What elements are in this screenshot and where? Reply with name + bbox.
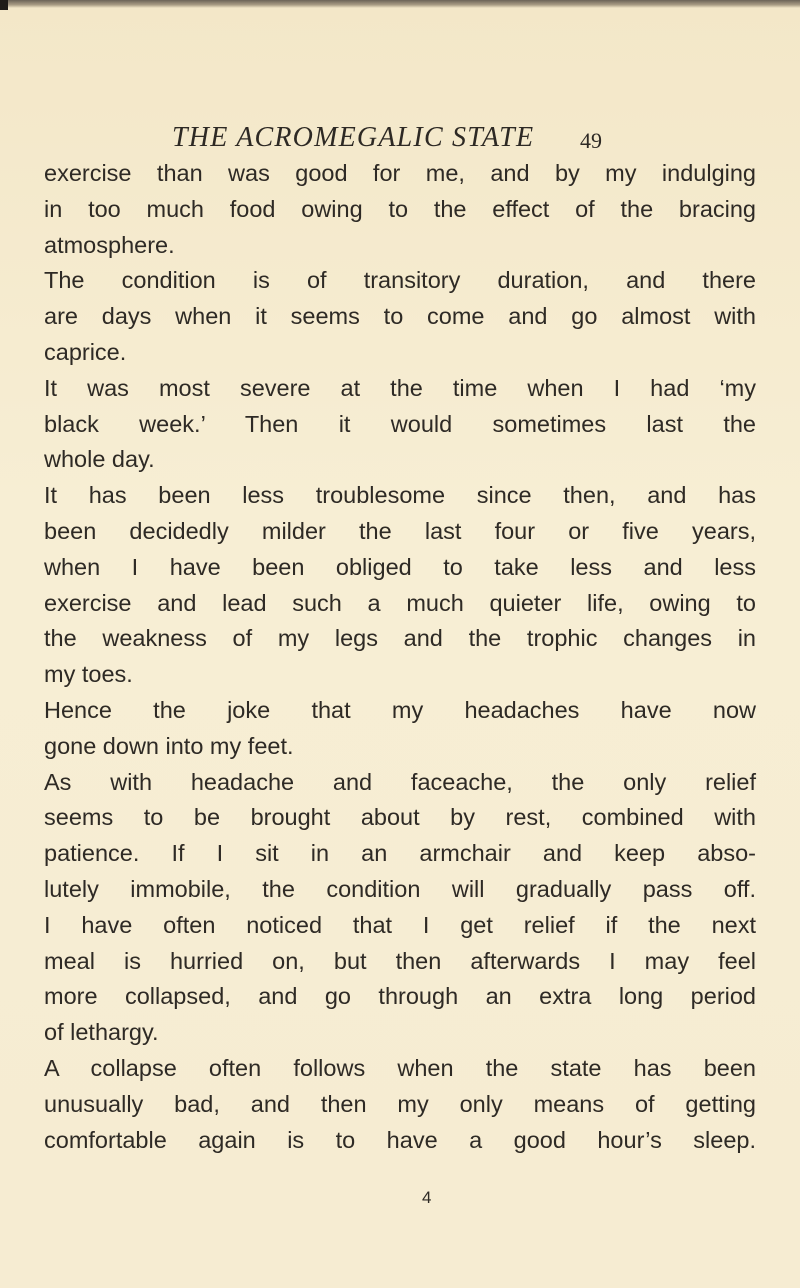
text-line: comfortable again is to have a good hour’s sleep.: [44, 1126, 756, 1153]
text-line: The condition is of transitory duration, and there: [44, 267, 756, 294]
text-line: Hence the joke that my headaches have now: [44, 696, 756, 723]
page-corner-mark: [0, 0, 8, 10]
text-line: the weakness of my legs and the trophic changes in: [44, 625, 756, 652]
text-line: more collapsed, and go through an extra long period: [44, 983, 756, 1010]
text-line: meal is hurried on, but then afterwards I may feel: [44, 947, 756, 974]
text-line: exercise and lead such a much quieter life, owing to: [44, 589, 756, 616]
body-text: [44, 156, 756, 1158]
text-line: are days when it seems to come and go almost with: [44, 303, 756, 330]
page-top-edge: [0, 0, 800, 8]
text-line: whole day.: [44, 446, 155, 473]
page-number: 49: [580, 128, 602, 153]
signature-mark: 4: [422, 1188, 432, 1207]
text-line: of lethargy.: [44, 1019, 159, 1046]
text-line: A collapse often follows when the state has been: [44, 1054, 756, 1081]
page-header: [172, 122, 602, 154]
text-line: patience. If I sit in an armchair and keep abso-: [44, 840, 756, 867]
text-line: exercise than was good for me, and by my indulging: [44, 160, 756, 186]
text-line: It was most severe at the time when I had ‘my: [44, 374, 756, 401]
text-line: my toes.: [44, 661, 133, 688]
text-line: I have often noticed that I get relief if the next: [44, 911, 756, 938]
text-line: seems to be brought about by rest, combined with: [44, 804, 756, 831]
text-line: caprice.: [44, 338, 127, 365]
running-title: THE ACROMEGALIC STATE: [172, 122, 535, 153]
text-line: when I have been obliged to take less and less: [44, 553, 756, 580]
text-line: As with headache and faceache, the only relief: [44, 768, 756, 795]
text-line: lutely immobile, the condition will gradually pass off.: [44, 875, 756, 902]
text-line: been decidedly milder the last four or five years,: [44, 517, 756, 544]
text-line: atmosphere.: [44, 231, 175, 258]
text-line: black week.’ Then it would sometimes last the: [44, 410, 756, 437]
text-line: gone down into my feet.: [44, 732, 294, 759]
text-line: in too much food owing to the effect of the bracing: [44, 195, 756, 222]
text-line: It has been less troublesome since then, and has: [44, 482, 756, 509]
text-line: unusually bad, and then my only means of getting: [44, 1090, 756, 1117]
